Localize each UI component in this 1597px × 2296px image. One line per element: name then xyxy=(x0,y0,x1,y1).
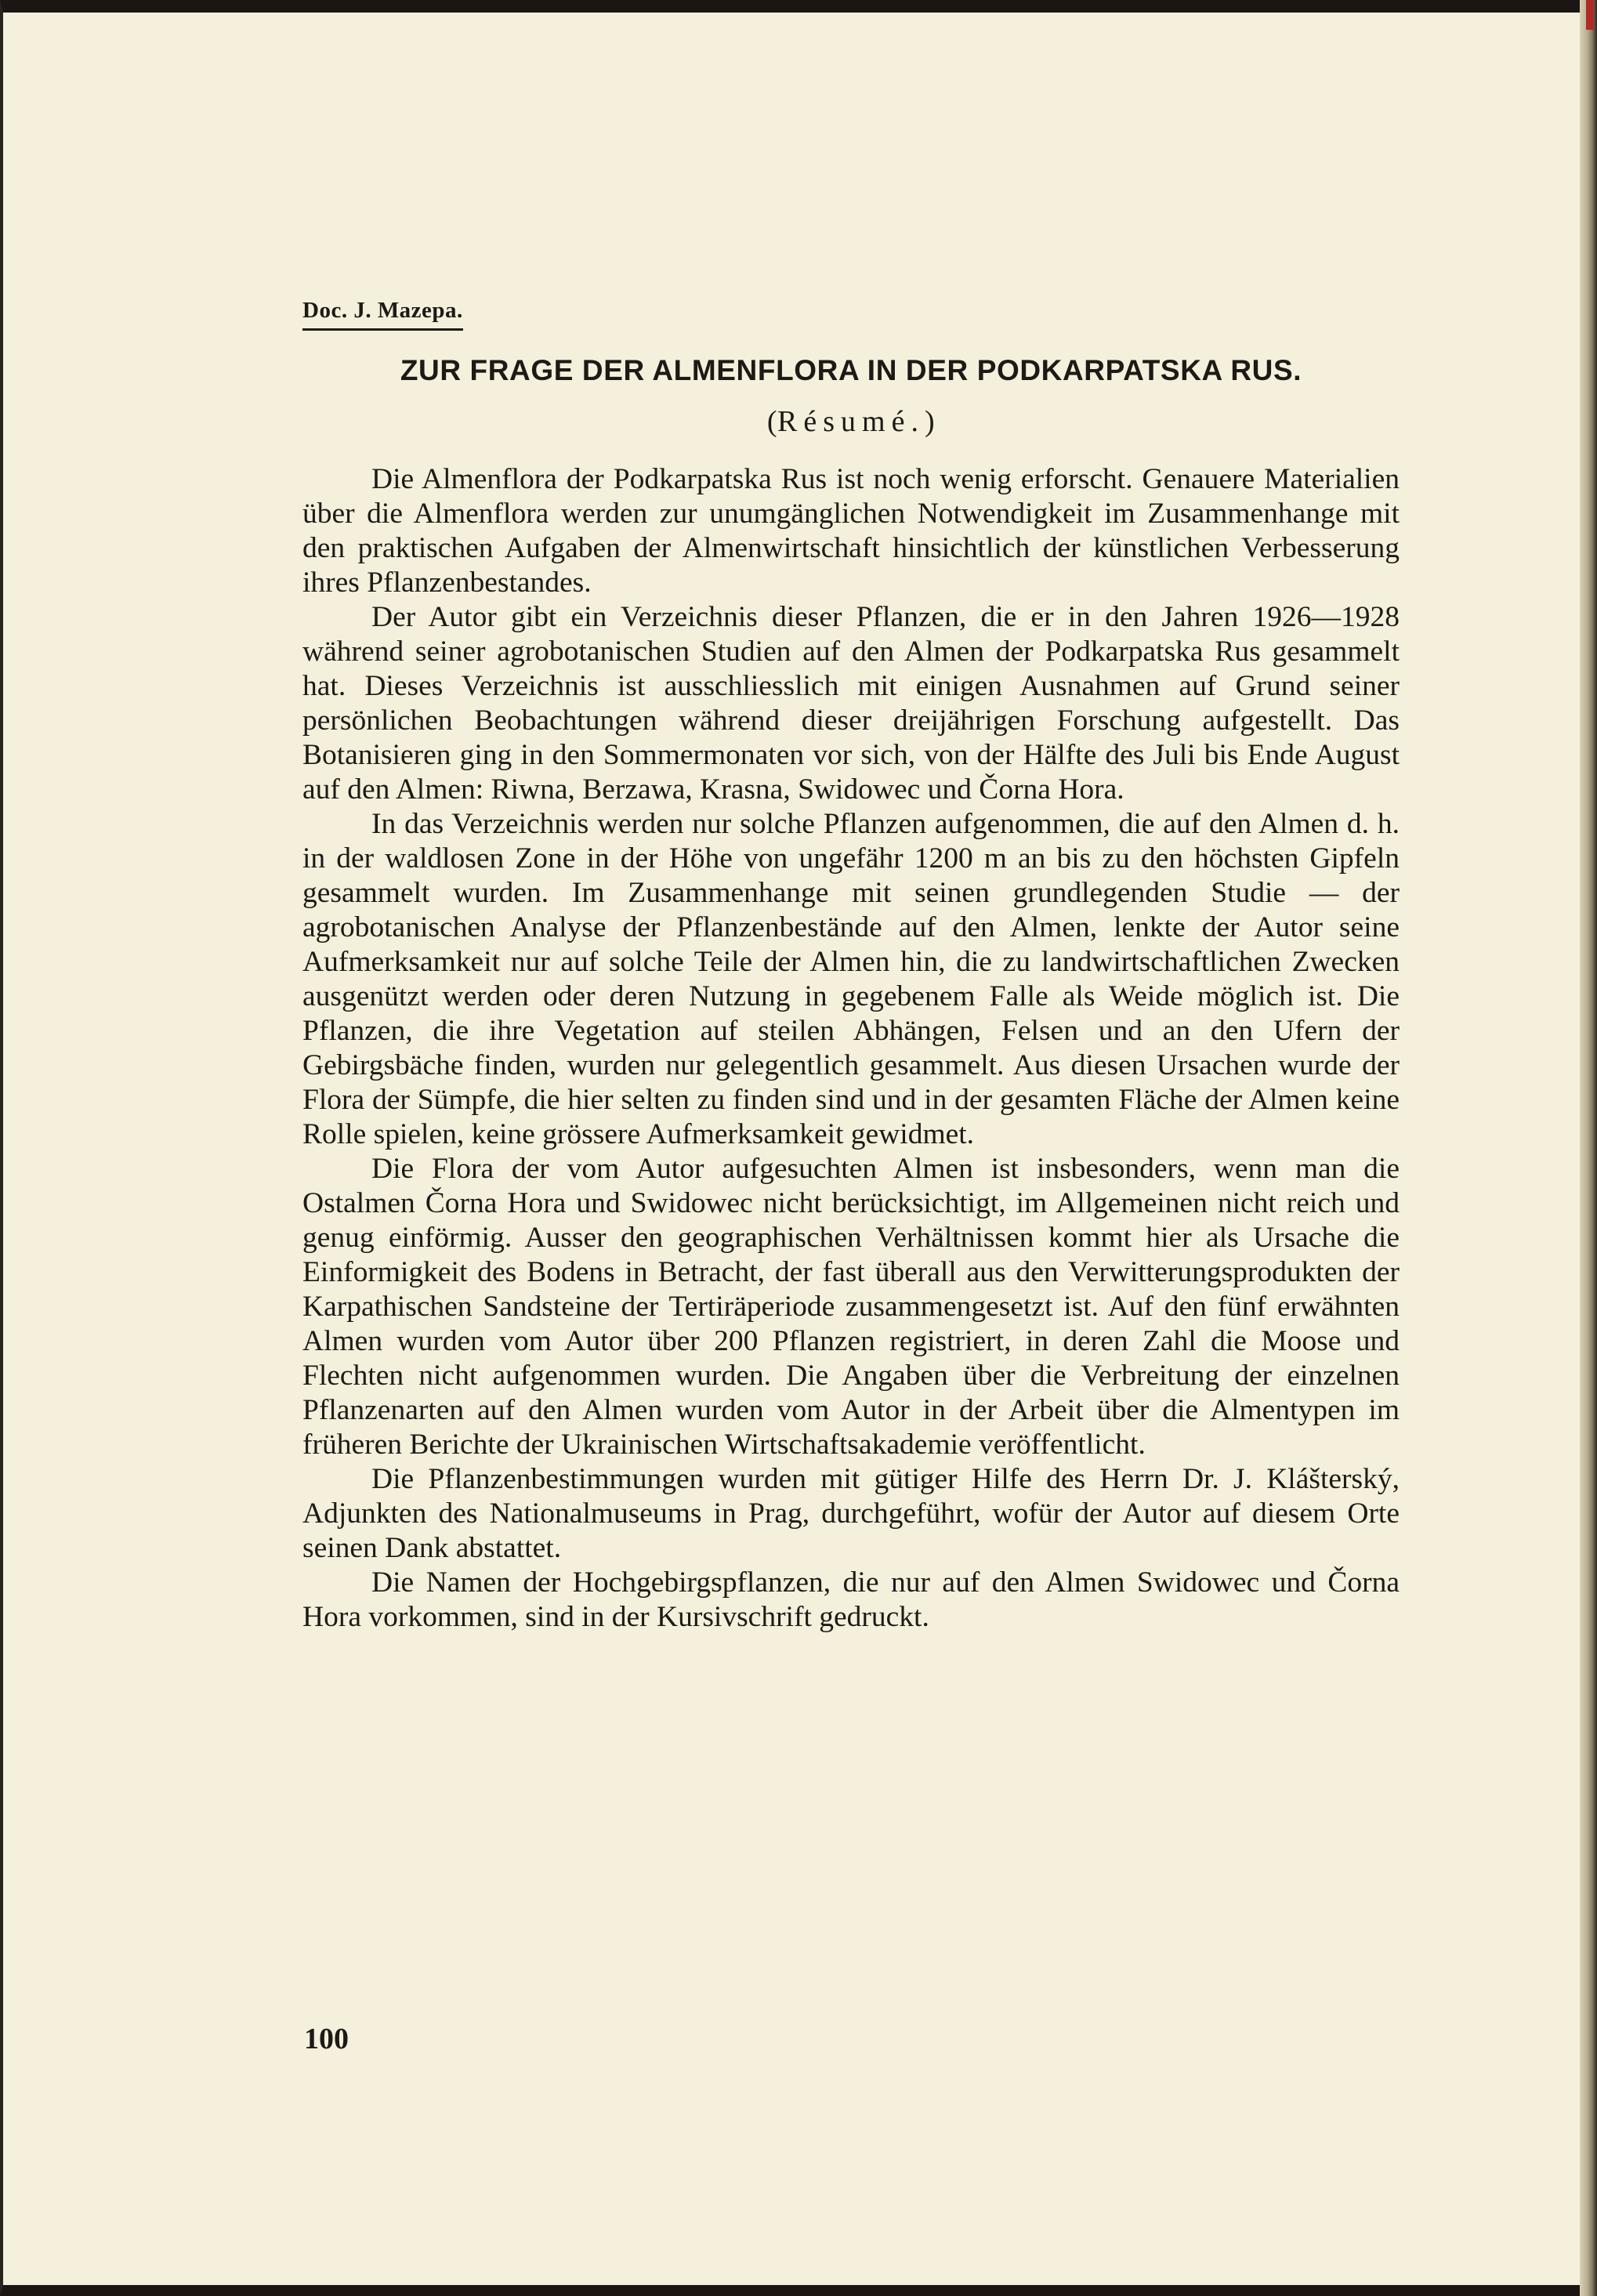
subtitle-close-paren: ) xyxy=(924,405,936,438)
paragraph-1: Die Almenflora der Podkarpatska Rus ist noch wenig erforscht. Genauere Materialien über die Almenflora werden zur unumgänglichen Notwendigkeit im Zusammenhange mit den praktischen Aufgaben der Almenwirtschaft hinsichtlich der künstlichen Verbesserung ihres Pflanzenbestandes. xyxy=(302,463,1400,599)
red-binding-mark xyxy=(1586,0,1594,30)
article-body xyxy=(302,462,1400,1635)
paragraph-6: Die Namen der Hochgebirgspflanzen, die nur auf den Almen Swidowec und Čorna Hora vorkommen, sind in der Kursivschrift gedruckt. xyxy=(302,1566,1400,1633)
paragraph-2: Der Autor gibt ein Verzeichnis dieser Pflanzen, die er in den Jahren 1926—1928 während seiner agrobotanischen Studien auf den Almen der Podkarpatska Rus gesammelt hat. Dieses Verzeichnis ist ausschliesslich mit einigen Ausnahmen auf Grund seiner persönlichen Beobachtungen während dieser dreijährigen Forschung aufgestellt. Das Botanisieren ging in den Sommermonaten vor sich, von der Hälfte des Juli bis Ende August auf den Almen: Riwna, Berzawa, Krasna, Swidowec und Čorna Hora. xyxy=(302,601,1400,806)
page-number: 100 xyxy=(304,2023,349,2055)
article xyxy=(302,298,1400,1635)
subtitle-word: Résumé. xyxy=(777,405,925,438)
article-title: ZUR FRAGE DER ALMENFLORA IN DER PODKARPATSKA RUS. xyxy=(400,354,1302,386)
article-subtitle xyxy=(302,404,1400,439)
paragraph-3: In das Verzeichnis werden nur solche Pflanzen aufgenommen, die auf den Almen d. h. in der waldlosen Zone in der Höhe von ungefähr 1200 m an bis zu den höchsten Gipfeln gesammelt wurden. Im Zusammenhange mit seinen grundlegenden Studie — der agrobotanischen Analyse der Pflanzenbestände auf den Almen, lenkte der Autor seine Aufmerksamkeit nur auf solche Teile der Almen hin, die zu landwirtschaftlichen Zwecken ausgenützt werden oder deren Nutzung in gegebenem Falle als Weide möglich ist. Die Pflanzen, die ihre Vegetation auf steilen Abhängen, Felsen und an den Ufern der Gebirgsbäche finden, wurden nur gelegentlich gesammelt. Aus diesen Ursachen wurde der Flora der Sümpfe, die hier selten zu finden sind und in der gesamten Fläche der Almen keine Rolle spielen, keine grössere Aufmerksamkeit gewidmet. xyxy=(302,808,1400,1150)
paragraph-4: Die Flora der vom Autor aufgesuchten Almen ist insbesonders, wenn man die Ostalmen Čorna Hora und Swidowec nicht berücksichtigt, im Allgemeinen nicht reich und genug einförmig. Ausser den geographischen Verhältnissen kommt hier als Ursache die Einformigkeit des Bodens in Betracht, der fast überall aus den Verwitterungsprodukten der Karpathischen Sandsteine der Tertiräperiode zusammengesetzt ist. Auf den fünf erwähnten Almen wurden vom Autor über 200 Pflanzen registriert, in deren Zahl die Moose und Flechten nicht aufgenommen wurden. Die Angaben über die Verbreitung der einzelnen Pflanzenarten auf den Almen wurden vom Autor in der Arbeit über die Almentypen im früheren Berichte der Ukrainischen Wirtschaftsakademie veröffentlicht. xyxy=(302,1153,1400,1461)
paragraph-5: Die Pflanzenbestimmungen wurden mit gütiger Hilfe des Herrn Dr. J. Klášterský, Adjunkten des Nationalmuseums in Prag, durchgeführt, wofür der Autor auf diesem Orte seinen Dank abstattet. xyxy=(302,1463,1400,1564)
page-edge-shadow xyxy=(1580,0,1597,2296)
author-name: Doc. J. Mazepa. xyxy=(302,298,463,331)
subtitle-open-paren: ( xyxy=(766,405,778,438)
